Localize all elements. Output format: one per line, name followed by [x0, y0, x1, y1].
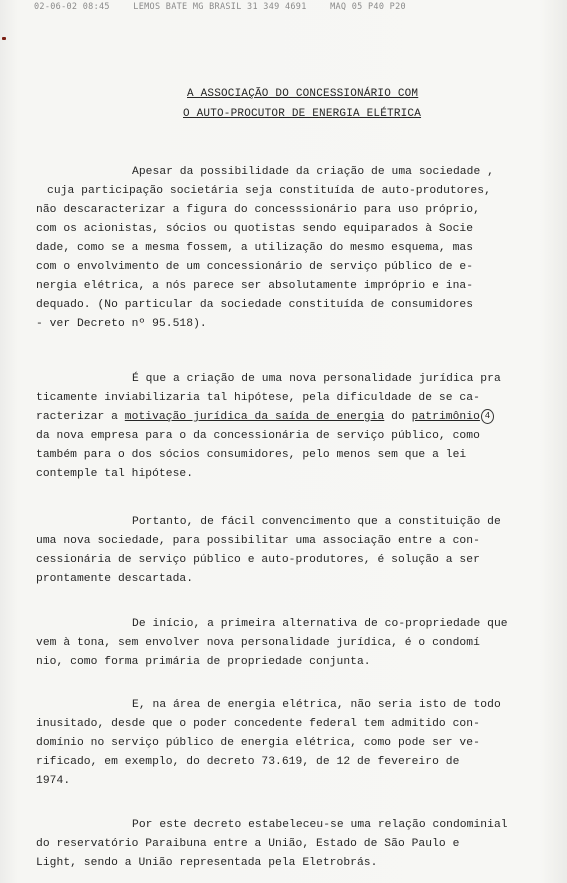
text-line: inusitado, desde que o poder concedente federal tem admitido con-	[36, 718, 480, 730]
text-line: da nova empresa para o da concessionária de serviço público, como	[36, 430, 480, 442]
text-line: não descaracterizar a figura do concesssionário para uso próprio,	[36, 204, 480, 216]
paragraph-6	[36, 816, 556, 873]
text-line: cessionária de serviço público e auto-produtores, é solução a ser	[36, 554, 480, 566]
fax-datetime: 02-06-02 08:45	[34, 2, 110, 12]
fax-sender: LEMOS BATE MG BRASIL 31 349 4691	[133, 2, 307, 12]
text-line: do reservatório Paraibuna entre a União, Estado de São Paulo e	[36, 838, 460, 850]
ink-speck	[2, 37, 6, 40]
text-line: 1974.	[36, 775, 71, 787]
text-line: também para o dos sócios consumidores, pelo menos sem que a lei	[36, 449, 467, 461]
fax-header	[34, 2, 534, 12]
paragraph-5	[36, 696, 556, 791]
paragraph-1	[36, 163, 556, 334]
text-line: nio, como forma primária de propriedade conjunta.	[36, 656, 371, 668]
title-line-1: A ASSOCIAÇÃO DO CONCESSIONÁRIO COM	[187, 88, 419, 100]
text-line: rificado, em exemplo, do decreto 73.619, de 12 de fevereiro de	[36, 756, 460, 768]
text-line: uma nova sociedade, para possibilitar uma associação entre a con-	[36, 535, 480, 547]
text-line: prontamente descartada.	[36, 573, 194, 585]
text-line: contemple tal hipótese.	[36, 468, 194, 480]
text-line: - ver Decreto nº 95.518).	[36, 318, 207, 330]
text-line: Por este decreto estabeleceu-se uma relação condominial	[132, 819, 508, 831]
text-line: É que a criação de uma nova personalidade jurídica pra	[132, 373, 501, 385]
text-fragment: do	[384, 411, 412, 423]
paragraph-4	[36, 615, 556, 672]
text-line: E, na área de energia elétrica, não seria isto de todo	[132, 699, 501, 711]
text-line: Portanto, de fácil convencimento que a constituição de	[132, 516, 501, 528]
text-line: nergia elétrica, a nós parece ser absolutamente impróprio e ina-	[36, 280, 474, 292]
underlined-phrase: motivação jurídica da saída de energia	[124, 411, 385, 423]
text-line: cuja participação societária seja constituída de auto-produtores,	[47, 185, 491, 197]
text-line: ticamente inviabilizaria tal hipótese, pela dificuldade de se ca-	[36, 392, 480, 404]
text-line: vem à tona, sem envolver nova personalidade jurídica, é o condomí	[36, 637, 480, 649]
title-line-2: O AUTO-PROCUTOR DE ENERGIA ELÉTRICA	[183, 108, 422, 120]
text-line: dade, como se a mesma fossem, a utilização do mesmo esquema, mas	[36, 242, 474, 254]
underlined-word: patrimônio	[411, 411, 480, 423]
text-fragment: racterizar a	[36, 411, 125, 423]
paragraph-3	[36, 513, 556, 589]
text-line: com o envolvimento de um concessionário de serviço público de e-	[36, 261, 474, 273]
paragraph-2	[36, 370, 556, 484]
text-line: Apesar da possibilidade da criação de uma sociedade ,	[132, 166, 494, 178]
document-title	[183, 84, 473, 124]
text-line: dequado. (No particular da sociedade constituída de consumidores	[36, 299, 474, 311]
text-line: domínio no serviço público de energia elétrica, como pode ser ve-	[36, 737, 480, 749]
text-line: De início, a primeira alternativa de co-propriedade que	[132, 618, 508, 630]
text-line: Light, sendo a União representada pela Eletrobrás.	[36, 857, 378, 869]
text-line-underlined	[36, 408, 556, 427]
circled-annotation-mark: 4	[481, 409, 494, 424]
fax-page-info: MAQ 05 P40 P20	[330, 2, 406, 12]
text-line: com os acionistas, sócios ou quotistas sendo equiparados à Socie	[36, 223, 474, 235]
